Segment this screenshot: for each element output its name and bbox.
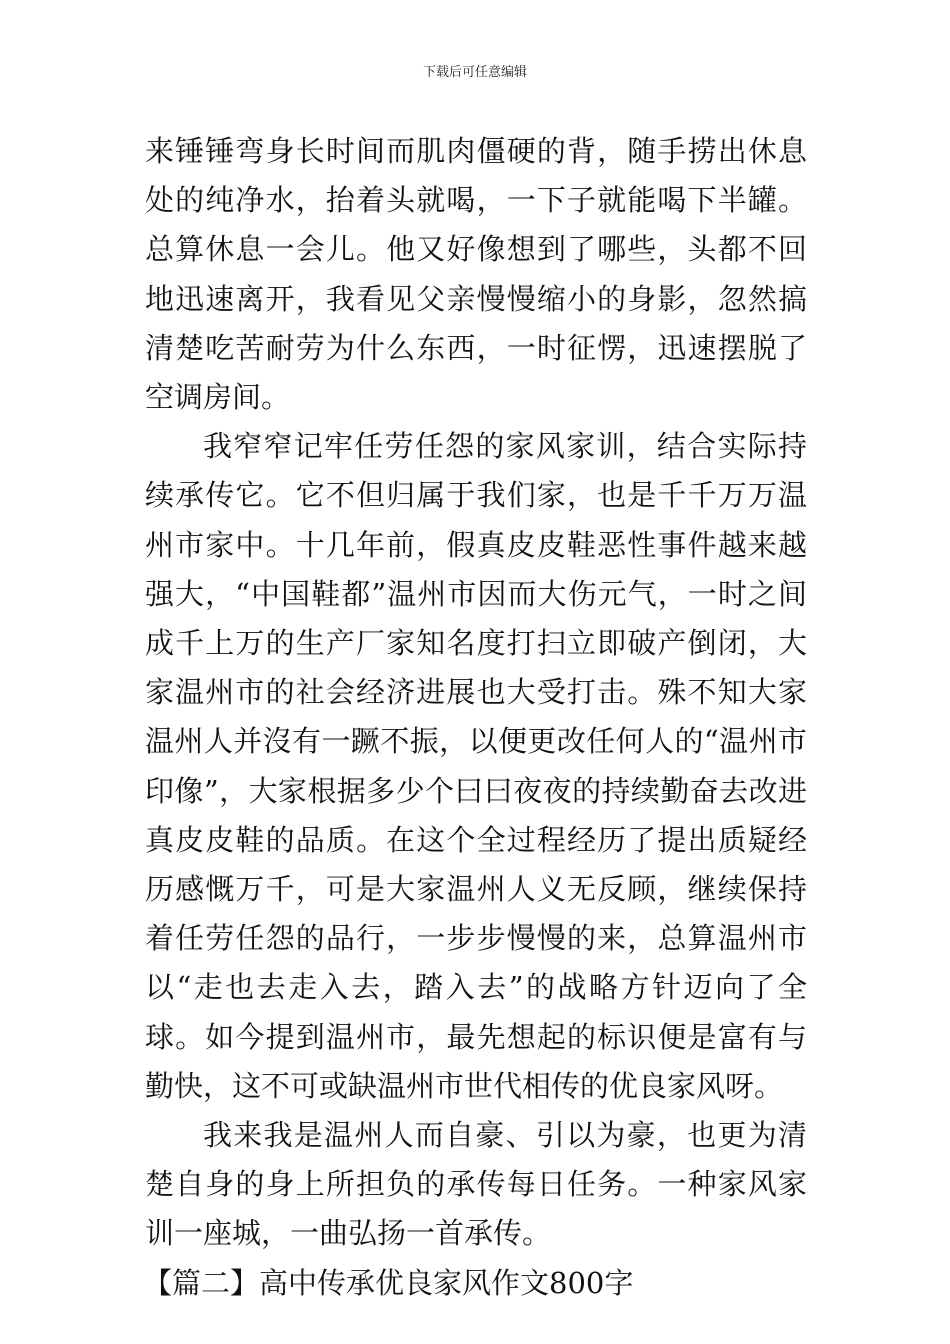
page-header: 下载后可任意编辑 — [422, 65, 527, 80]
paragraph-conclusion: 我来我是温州人而自豪、引以为豪，也更为清楚自身的身上所担负的承传每日任务。一种家风家训一座城，一曲弘扬一首承传。 — [145, 1118, 807, 1251]
paragraph-wenzhou-story: 我窄窄记牢任劳任怨的家风家训，结合实际持续承传它。它不但归属于我们家，也是千千万万温州市家中。十几年前，假真皮皮鞋恶性事件越来越强大，“中国鞋都”温州市因而大伤元气，一时之间成千上万的生产厂家知名度打扫立即破产倒闭，大家温州市的社会经济进展也大受打击。殊不知大家温州人并沒有一蹶不振，以便更改任何人的“温州市印像”，大家根据多少个曰曰夜夜的持续勤奋去改进真皮皮鞋的品质。在这个全过程经历了提出质疑经历感慨万千，可是大家温州人义无反顾，继续保持着任劳任怨的品行，一步步慢慢的来，总算温州市以“走也去走入去，踏入去”的战略方针迈向了全球。如今提到温州市，最先想起的标识便是富有与勤快，这不可或缺温州市世代相传的优良家风呀。 — [145, 429, 807, 1103]
section-heading: 【篇二】高中传承优良家风作文800字 — [143, 1265, 634, 1300]
paragraph-continuation: 来锤锤弯身长时间而肌肉僵硬的背，随手捞出休息处的纯净水，抬着头就喝，一下子就能喝下半罐。总算休息一会儿。他又好像想到了哪些，头都不回地迅速离开，我看见父亲慢慢缩小的身影，忽然搞清楚吃苦耐劳为什么东西，一时征愣，迅速摆脱了空调房间。 — [145, 134, 807, 415]
document-body — [145, 127, 807, 1308]
